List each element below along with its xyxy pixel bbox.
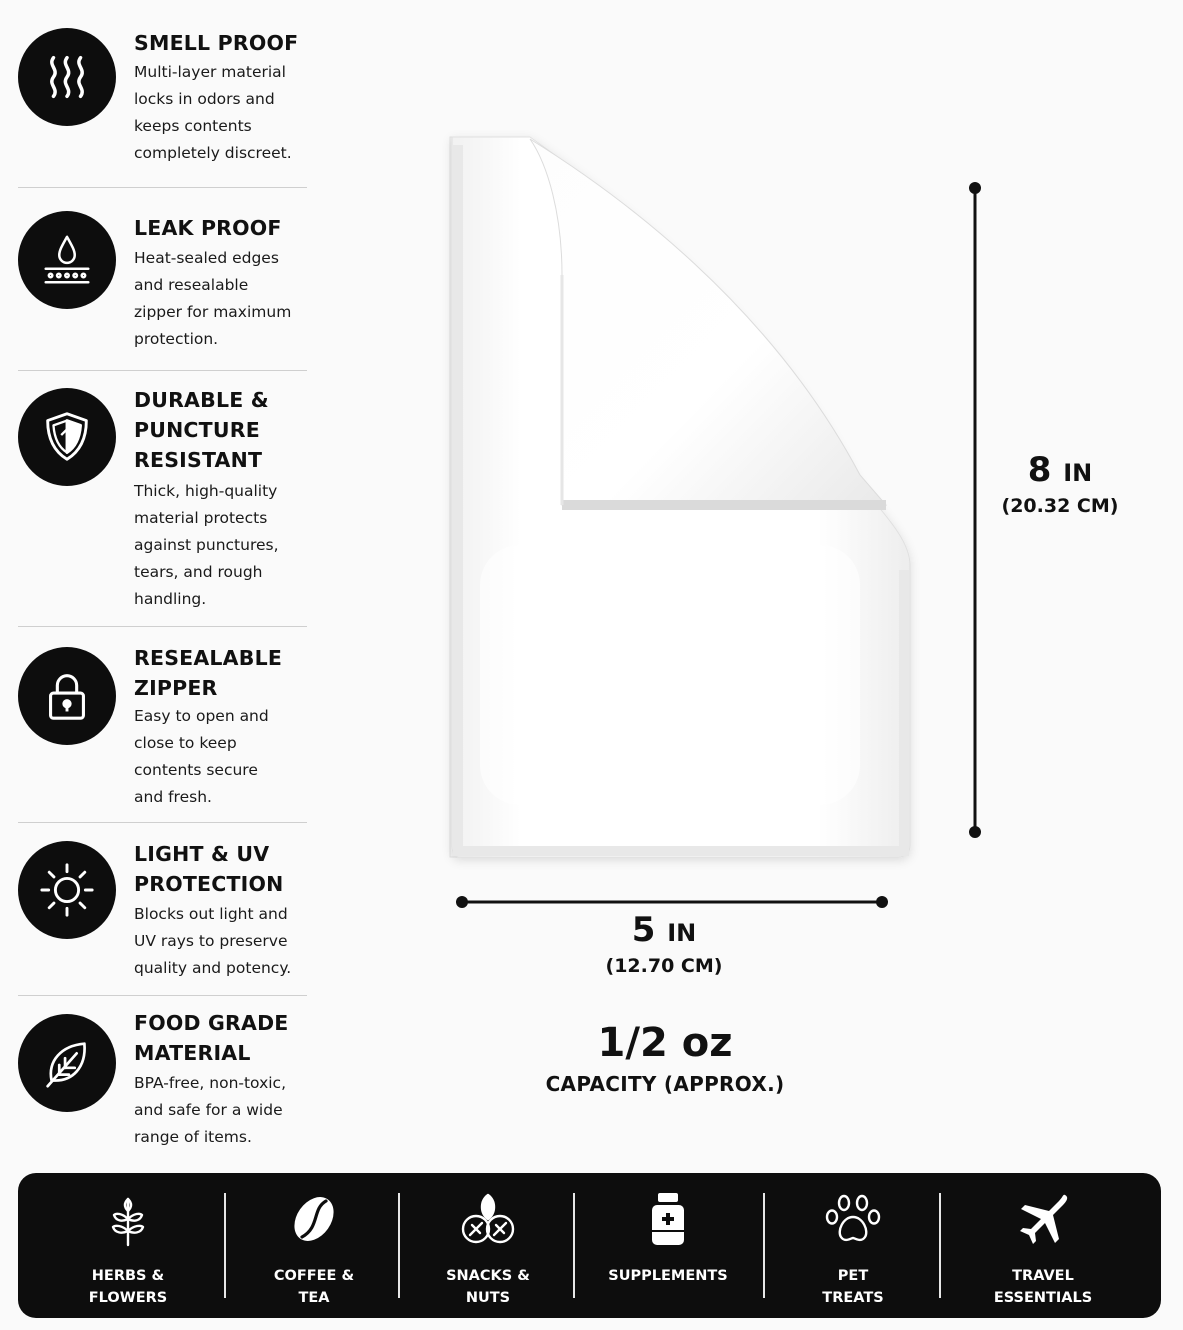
feature-leak-proof bbox=[18, 213, 308, 363]
feature-light-uv-protection bbox=[18, 839, 308, 989]
feature-divider bbox=[18, 370, 307, 371]
height-metric: (20.32 CM) bbox=[1001, 495, 1119, 517]
uses-divider bbox=[939, 1193, 941, 1298]
leaf-icon bbox=[18, 1014, 116, 1112]
use-label: COFFEE & TEA bbox=[273, 1268, 355, 1306]
width-unit: IN bbox=[667, 919, 697, 947]
feature-description: BPA-free, non-toxic, and safe for a wide range of items. bbox=[134, 1074, 286, 1146]
coffee-bean-icon bbox=[286, 1191, 342, 1247]
width-metric: (12.70 CM) bbox=[605, 955, 723, 977]
feature-title: SMELL PROOF bbox=[134, 31, 299, 55]
feature-divider bbox=[18, 822, 307, 823]
feature-title: LEAK PROOF bbox=[134, 216, 282, 240]
use-label: PET TREATS bbox=[822, 1268, 884, 1306]
feature-title: FOOD GRADE MATERIAL bbox=[134, 1011, 289, 1065]
use-supplements bbox=[593, 1173, 743, 1318]
uses-bar bbox=[18, 1173, 1161, 1318]
use-pet-treats bbox=[783, 1173, 923, 1318]
uses-divider bbox=[398, 1193, 400, 1298]
supplement-bottle-icon bbox=[640, 1191, 696, 1247]
shield-icon bbox=[18, 388, 116, 486]
uses-divider bbox=[573, 1193, 575, 1298]
use-herbs-flowers bbox=[58, 1173, 198, 1318]
airplane-icon bbox=[1015, 1191, 1071, 1247]
feature-description: Easy to open and close to keep contents secure and fresh. bbox=[134, 707, 269, 806]
use-coffee-tea bbox=[244, 1173, 384, 1318]
capacity-value: 1/2 oz bbox=[597, 1020, 733, 1066]
use-label: SUPPLEMENTS bbox=[608, 1268, 728, 1284]
feature-durable bbox=[18, 385, 308, 615]
smell-waves-icon bbox=[18, 28, 116, 126]
feature-title: LIGHT & UV PROTECTION bbox=[134, 842, 284, 896]
use-travel-essentials bbox=[968, 1173, 1118, 1318]
feature-title: DURABLE & PUNCTURE RESISTANT bbox=[134, 388, 269, 472]
use-snacks-nuts bbox=[418, 1173, 558, 1318]
feature-description: Multi-layer material locks in odors and keeps contents completely discreet. bbox=[134, 63, 292, 162]
feature-food-grade bbox=[18, 1008, 308, 1158]
feature-divider bbox=[18, 995, 307, 996]
feature-description: Thick, high-quality material protects against punctures, tears, and rough handling. bbox=[134, 482, 279, 608]
herb-sprig-icon bbox=[100, 1191, 156, 1247]
feature-divider bbox=[18, 626, 307, 627]
use-label: SNACKS & NUTS bbox=[446, 1268, 530, 1306]
feature-description: Heat-sealed edges and resealable zipper for maximum protection. bbox=[134, 249, 292, 348]
sun-icon bbox=[18, 841, 116, 939]
feature-divider bbox=[18, 187, 307, 188]
height-unit: IN bbox=[1063, 459, 1093, 487]
feature-title: RESEALABLE ZIPPER bbox=[134, 646, 283, 700]
use-label: HERBS & FLOWERS bbox=[88, 1268, 168, 1306]
padlock-icon bbox=[18, 647, 116, 745]
width-value: 5 bbox=[631, 910, 656, 950]
use-label: TRAVEL ESSENTIALS bbox=[993, 1268, 1093, 1306]
height-value: 8 bbox=[1027, 450, 1052, 490]
snack-leaves-icon bbox=[460, 1191, 516, 1247]
width-label bbox=[584, 910, 744, 979]
capacity-label: CAPACITY (APPROX.) bbox=[545, 1072, 785, 1096]
feature-smell-proof bbox=[18, 28, 308, 178]
uses-divider bbox=[224, 1193, 226, 1298]
water-drop-icon bbox=[18, 211, 116, 309]
pouch-illustration bbox=[440, 125, 920, 870]
feature-description: Blocks out light and UV rays to preserve quality and potency. bbox=[134, 905, 292, 977]
feature-resealable-zipper bbox=[18, 643, 308, 813]
uses-divider bbox=[763, 1193, 765, 1298]
height-label bbox=[980, 450, 1140, 519]
paw-print-icon bbox=[825, 1191, 881, 1247]
capacity-block bbox=[520, 1020, 810, 1102]
